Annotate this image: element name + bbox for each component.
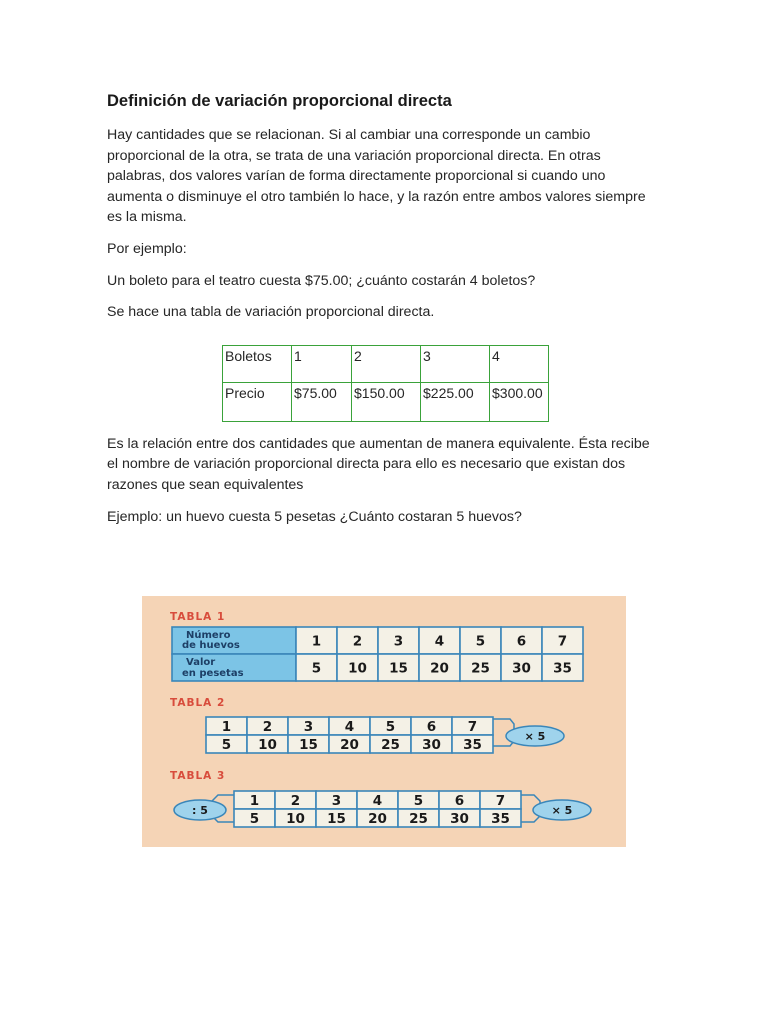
tabla1-row1-value: 6 xyxy=(516,633,527,650)
tabla2-row2-value: 10 xyxy=(258,737,277,753)
tabla1-row2-value: 20 xyxy=(430,660,449,677)
tabla2-connector xyxy=(493,719,514,730)
tabla2-row2-value: 15 xyxy=(299,737,318,753)
tabla1-row2-value: 10 xyxy=(348,660,367,677)
tabla1-row2-value: 35 xyxy=(553,660,572,677)
tabla1-row1-value: 1 xyxy=(311,633,322,650)
egg-price-figure xyxy=(142,596,626,847)
tabla2-row1-value: 1 xyxy=(221,719,232,735)
tabla1-row1-value: 2 xyxy=(352,633,363,650)
table-cell: $75.00 xyxy=(292,383,352,422)
tabla1-row2-header-line2: en pesetas xyxy=(182,668,244,679)
tabla3-row2-value: 25 xyxy=(409,811,428,827)
tabla3-multiply-label: × 5 xyxy=(551,804,573,817)
example-intro: Por ejemplo: xyxy=(107,240,187,257)
table-intro: Se hace una tabla de variación proporcional directa. xyxy=(107,304,435,321)
tabla1-row2-header-line1: Valor xyxy=(186,657,216,668)
tabla1-row2-value: 5 xyxy=(311,660,322,677)
tabla3-row2-value: 15 xyxy=(327,811,346,827)
tabla1-label: TABLA 1 xyxy=(170,611,226,623)
tabla1-row1-header-line2: de huevos xyxy=(182,640,240,651)
table-row xyxy=(223,346,549,383)
egg-example: Ejemplo: un huevo cuesta 5 pesetas ¿Cuánto costaran 5 huevos? xyxy=(107,508,522,525)
table-cell: $150.00 xyxy=(352,383,421,422)
ticket-question: Un boleto para el teatro cuesta $75.00; ¿cuánto costarán 4 boletos? xyxy=(107,272,536,289)
table-cell: Precio xyxy=(223,383,292,422)
tabla2-row1-value: 3 xyxy=(303,719,314,735)
tabla2-multiply-label: × 5 xyxy=(524,730,546,743)
tabla3-row2-value: 10 xyxy=(286,811,305,827)
tabla3-divide-label: : 5 xyxy=(192,804,208,817)
tabla2-row1-value: 5 xyxy=(385,719,396,735)
tabla2-row1-value: 4 xyxy=(344,719,355,735)
tabla2-row2-value: 25 xyxy=(381,737,400,753)
tabla3-row1-value: 2 xyxy=(290,793,301,809)
tabla3-row1-value: 4 xyxy=(372,793,383,809)
tabla3-label: TABLA 3 xyxy=(170,770,226,782)
tabla2-label: TABLA 2 xyxy=(170,697,226,709)
tabla3-row2-value: 35 xyxy=(491,811,510,827)
tabla3-row1-value: 7 xyxy=(495,793,506,809)
table-cell: 4 xyxy=(490,346,549,383)
tabla1-row1-value: 7 xyxy=(557,633,568,650)
tabla1-row2-value: 25 xyxy=(471,660,490,677)
intro-paragraph: Hay cantidades que se relacionan. Si al cambiar una corresponde un cambio proporcional de la otra, se trata de una variación proporcional directa. En otras palabras, dos valores varían de forma directamente proporcional si cuando uno aumenta o disminuye el otro también lo hace, y la razón entre ambos valores siempre es la misma. xyxy=(107,127,646,226)
tabla2-row2-value: 35 xyxy=(463,737,482,753)
table-cell: 2 xyxy=(352,346,421,383)
egg-tables-svg xyxy=(142,596,626,847)
tabla1-row2-value: 30 xyxy=(512,660,531,677)
ticket-price-table xyxy=(222,345,549,422)
page-title: Definición de variación proporcional directa xyxy=(107,92,452,110)
tabla1-row1-header-line1: Número xyxy=(186,630,231,641)
tabla1-row1-value: 3 xyxy=(393,633,404,650)
tabla2-row2-value: 5 xyxy=(221,737,232,753)
table-cell: 1 xyxy=(292,346,352,383)
tabla3-row2-value: 20 xyxy=(368,811,387,827)
document-body xyxy=(107,92,652,538)
table-cell: $225.00 xyxy=(421,383,490,422)
tabla1-row1-value: 5 xyxy=(475,633,486,650)
table-cell: 3 xyxy=(421,346,490,383)
tabla2-row1-value: 6 xyxy=(426,719,437,735)
tabla3-row2-value: 5 xyxy=(249,811,260,827)
tabla2-row2-value: 20 xyxy=(340,737,359,753)
tabla1-row1-value: 4 xyxy=(434,633,445,650)
table-row xyxy=(223,383,549,422)
tabla3-row2-value: 30 xyxy=(450,811,469,827)
tabla3-row1-value: 1 xyxy=(249,793,260,809)
tabla3-row1-value: 5 xyxy=(413,793,424,809)
tabla2-row2-value: 30 xyxy=(422,737,441,753)
tabla2-row1-value: 2 xyxy=(262,719,273,735)
table-cell: $300.00 xyxy=(490,383,549,422)
tabla2-row1-value: 7 xyxy=(467,719,478,735)
table-cell: Boletos xyxy=(223,346,292,383)
tabla3-row1-value: 3 xyxy=(331,793,342,809)
relation-paragraph: Es la relación entre dos cantidades que aumentan de manera equivalente. Ésta recibe el nombre de variación proporcional directa para ello es necesario que existan dos razones que sean equivalentes xyxy=(107,435,650,493)
tabla1-row2-value: 15 xyxy=(389,660,408,677)
tabla3-row1-value: 6 xyxy=(454,793,465,809)
